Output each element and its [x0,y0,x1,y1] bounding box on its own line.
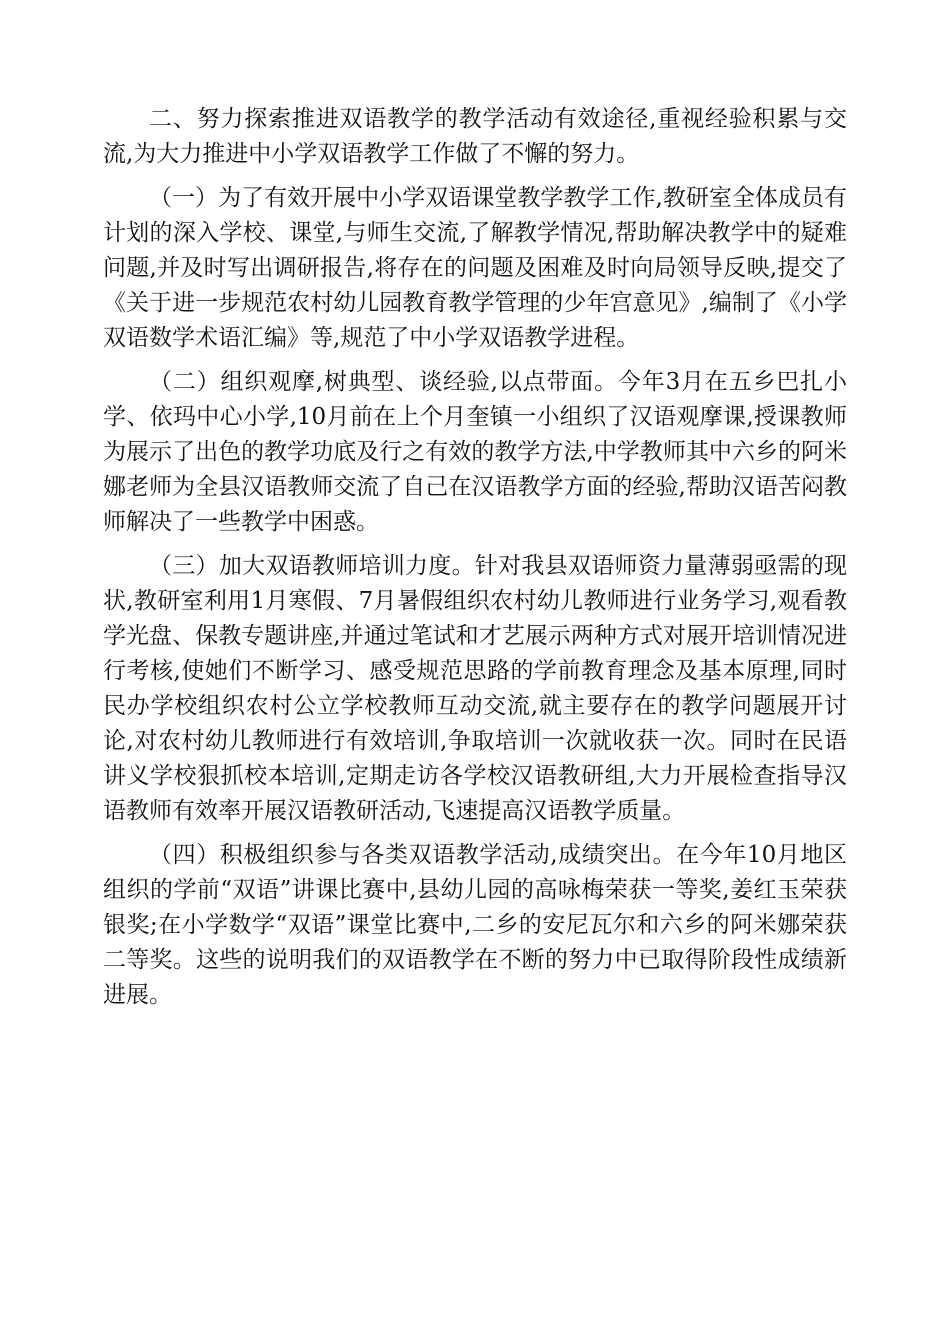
paragraph-item-two: （二）组织观摩,树典型、谈经验,以点带面。今年3月在五乡巴扎小学、依玛中心小学,10月前在上个月奎镇一小组织了汉语观摩课,授课教师为展示了出色的教学功底及行之有效的教学方法,中学教师其中六乡的阿米娜老师为全县汉语教师交流了自己在汉语教学方面的经验,帮助汉语苦闷教师解决了一些教学中困惑。 [103,369,847,535]
paragraph-section-two: 二、努力探索推进双语教学的教学活动有效途径,重视经验积累与交流,为大力推进中小学双语教学工作做了不懈的努力。 [103,106,847,167]
paragraph-item-one: （一）为了有效开展中小学双语课堂教学教学工作,教研室全体成员有计划的深入学校、课堂,与师生交流,了解教学情况,帮助解决教学中的疑难问题,并及时写出调研报告,将存在的问题及困难及时向局领导反映,提交了《关于进一步规范农村幼儿园教育教学管理的少年宫意见》,编制了《小学双语数学术语汇编》等,规范了中小学双语教学进程。 [103,185,847,351]
document-body [103,102,847,1022]
paragraph-item-four: （四）积极组织参与各类双语教学活动,成绩突出。在今年10月地区组织的学前“双语”讲课比赛中,县幼儿园的高咏梅荣获一等奖,姜红玉荣获银奖;在小学数学“双语”课堂比赛中,二乡的安尼瓦尔和六乡的阿米娜荣获二等奖。这些的说明我们的双语教学在不断的努力中已取得阶段性成绩新进展。 [103,842,847,1008]
paragraph-item-three: （三）加大双语教师培训力度。针对我县双语师资力量薄弱亟需的现状,教研室利用1月寒假、7月暑假组织农村幼儿教师进行业务学习,观看教学光盘、保教专题讲座,并通过笔试和才艺展示两种方式对展开培训情况进行考核,使她们不断学习、感受规范思路的学前教育理念及基本原理,同时民办学校组织农村公立学校教师互动交流,就主要存在的教学问题展开讨论,对农村幼儿教师进行有效培训,争取培训一次就收获一次。同时在民语讲义学校狠抓校本培训,定期走访各学校汉语教研组,大力开展检查指导汉语教师有效率开展汉语教研活动,飞速提高汉语教学质量。 [103,553,847,824]
